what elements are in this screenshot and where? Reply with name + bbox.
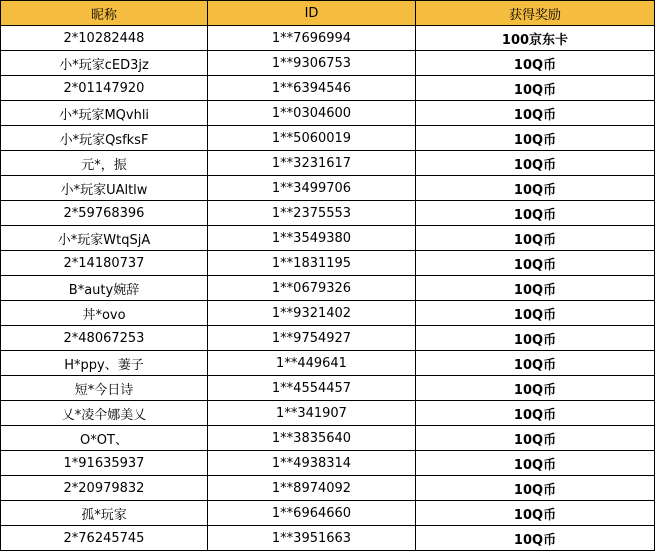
table-row — [1, 26, 655, 51]
table-row — [1, 351, 655, 376]
table-row — [1, 451, 655, 476]
reward-cell: 10Q币 — [416, 451, 655, 476]
reward-cell: 10Q币 — [416, 151, 655, 176]
id-cell: 1**449641 — [208, 351, 416, 376]
nickname-cell: 孤*玩家 — [1, 501, 208, 526]
nickname-cell: 小*玩家cED3jz — [1, 51, 208, 76]
table-row — [1, 501, 655, 526]
id-cell: 1**7696994 — [208, 26, 416, 51]
table-row — [1, 176, 655, 201]
id-cell: 1**5060019 — [208, 126, 416, 151]
reward-cell: 10Q币 — [416, 251, 655, 276]
table-row — [1, 426, 655, 451]
reward-cell: 10Q币 — [416, 401, 655, 426]
id-cell: 1**6964660 — [208, 501, 416, 526]
reward-cell: 10Q币 — [416, 426, 655, 451]
nickname-cell: 2*48067253 — [1, 326, 208, 351]
id-cell: 1**9321402 — [208, 301, 416, 326]
reward-cell: 10Q币 — [416, 326, 655, 351]
id-cell: 1**4938314 — [208, 451, 416, 476]
id-cell: 1**9754927 — [208, 326, 416, 351]
header-row — [1, 1, 655, 26]
nickname-cell: 短*今日诗 — [1, 376, 208, 401]
id-cell: 1**6394546 — [208, 76, 416, 101]
table-row — [1, 201, 655, 226]
table-row — [1, 76, 655, 101]
nickname-cell: 2*10282448 — [1, 26, 208, 51]
reward-cell: 10Q币 — [416, 301, 655, 326]
id-cell: 1**3231617 — [208, 151, 416, 176]
table-row — [1, 376, 655, 401]
nickname-cell: 2*20979832 — [1, 476, 208, 501]
nickname-cell: 小*玩家UAltlw — [1, 176, 208, 201]
table-row — [1, 101, 655, 126]
nickname-cell: B*auty婉辞 — [1, 276, 208, 301]
nickname-cell: 2*01147920 — [1, 76, 208, 101]
header-reward: 获得奖励 — [416, 1, 655, 26]
reward-cell: 10Q币 — [416, 476, 655, 501]
header-nickname: 昵称 — [1, 1, 208, 26]
reward-cell: 10Q币 — [416, 501, 655, 526]
id-cell: 1**3499706 — [208, 176, 416, 201]
table-row — [1, 251, 655, 276]
reward-cell: 100京东卡 — [416, 26, 655, 51]
reward-cell: 10Q币 — [416, 101, 655, 126]
id-cell: 1**3951663 — [208, 526, 416, 551]
nickname-cell: 2*14180737 — [1, 251, 208, 276]
id-cell: 1**9306753 — [208, 51, 416, 76]
nickname-cell: 小*玩家QsfksF — [1, 126, 208, 151]
reward-cell: 10Q币 — [416, 276, 655, 301]
id-cell: 1**3835640 — [208, 426, 416, 451]
nickname-cell: 2*76245745 — [1, 526, 208, 551]
table-row — [1, 326, 655, 351]
header-id: ID — [208, 1, 416, 26]
nickname-cell: 小*玩家WtqSjA — [1, 226, 208, 251]
table-row — [1, 126, 655, 151]
nickname-cell: 乂*凌仐娜美乂 — [1, 401, 208, 426]
table-row — [1, 226, 655, 251]
id-cell: 1**3549380 — [208, 226, 416, 251]
table-row — [1, 276, 655, 301]
id-cell: 1**1831195 — [208, 251, 416, 276]
nickname-cell: 元*，振 — [1, 151, 208, 176]
reward-cell: 10Q币 — [416, 76, 655, 101]
nickname-cell: 丼*ovo — [1, 301, 208, 326]
reward-cell: 10Q币 — [416, 526, 655, 551]
nickname-cell: O*OT、 — [1, 426, 208, 451]
reward-cell: 10Q币 — [416, 51, 655, 76]
id-cell: 1**0679326 — [208, 276, 416, 301]
table-row — [1, 401, 655, 426]
nickname-cell: 1*91635937 — [1, 451, 208, 476]
table-row — [1, 526, 655, 551]
reward-cell: 10Q币 — [416, 126, 655, 151]
id-cell: 1**4554457 — [208, 376, 416, 401]
reward-cell: 10Q币 — [416, 176, 655, 201]
nickname-cell: 2*59768396 — [1, 201, 208, 226]
table-row — [1, 51, 655, 76]
nickname-cell: 小*玩家MQvhli — [1, 101, 208, 126]
table-row — [1, 151, 655, 176]
reward-cell: 10Q币 — [416, 351, 655, 376]
id-cell: 1**2375553 — [208, 201, 416, 226]
id-cell: 1**341907 — [208, 401, 416, 426]
nickname-cell: H*ppy、萋子 — [1, 351, 208, 376]
reward-cell: 10Q币 — [416, 201, 655, 226]
table-row — [1, 301, 655, 326]
table-row — [1, 476, 655, 501]
reward-cell: 10Q币 — [416, 376, 655, 401]
reward-cell: 10Q币 — [416, 226, 655, 251]
id-cell: 1**8974092 — [208, 476, 416, 501]
id-cell: 1**0304600 — [208, 101, 416, 126]
